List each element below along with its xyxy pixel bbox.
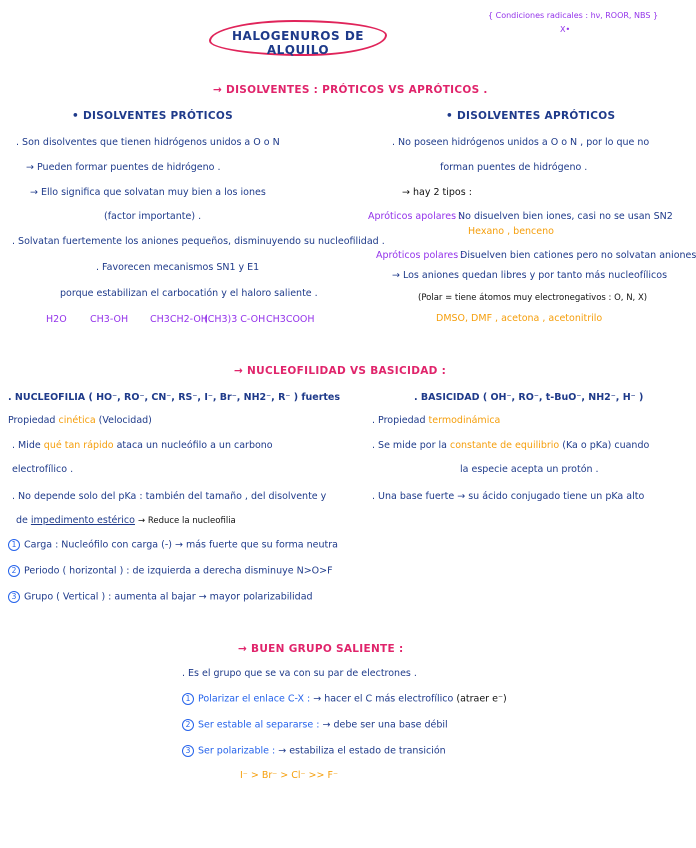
leaving-item-1-label: Polarizar el enlace C-X : bbox=[198, 693, 311, 705]
nuc-measure-highlight: qué tan rápido bbox=[43, 440, 114, 451]
leaving-item-3-label: Ser polarizable : bbox=[198, 745, 276, 757]
aprotic-polar-label: Apróticos polares : bbox=[376, 250, 465, 261]
page-title: HALOGENUROS DE ALQUILO bbox=[231, 29, 364, 57]
nuc-measure-text-2: ataca un nucleófilo a un carbono bbox=[116, 440, 273, 451]
protic-line-7: porque estabilizan el carbocatión y el haloro saliente . bbox=[60, 288, 318, 299]
aprotic-line-3: → hay 2 tipos : bbox=[402, 187, 472, 198]
nuc-property-word: cinética bbox=[58, 415, 96, 426]
nuc-measure-row bbox=[12, 440, 273, 452]
bas-property-label: . Propiedad bbox=[372, 415, 426, 426]
nuc-point-3-text: Grupo ( Vertical ) : aumenta al bajar → mayor polarizabilidad bbox=[24, 591, 313, 603]
protic-line-5: . Solvatan fuertemente los aniones pequeños, disminuyendo su nucleofilidad . bbox=[12, 236, 385, 247]
protic-example: CH3-OH bbox=[90, 314, 129, 325]
leaving-item-3-text: → estabiliza el estado de transición bbox=[278, 745, 446, 757]
section-nucleophilicity-heading: → NUCLEOFILIDAD VS BASICIDAD : bbox=[234, 365, 447, 377]
protic-line-3: → Ello significa que solvatan muy bien a los iones bbox=[30, 187, 266, 198]
nuc-point-2 bbox=[8, 565, 333, 578]
nucleophilia-heading: . NUCLEOFILIA ( HO⁻, RO⁻, CN⁻, RS⁻, I⁻, Br⁻, NH2⁻, R⁻ ) fuertes bbox=[8, 392, 341, 403]
nuc-measure-line-2: electrofílico . bbox=[12, 464, 74, 475]
aprotic-apolar-examples: Hexano , benceno bbox=[468, 226, 554, 237]
bas-strong-base-line: . Una base fuerte → su ácido conjugado tiene un pKa alto bbox=[372, 491, 645, 502]
nuc-steric-term: impedimento estérico bbox=[30, 515, 135, 526]
number-3-icon: 3 bbox=[8, 591, 20, 603]
leaving-group-order: I⁻ > Br⁻ > Cl⁻ >> F⁻ bbox=[240, 770, 338, 781]
aprotic-polar-text: Disuelven bien cationes pero no solvatan aniones bbox=[460, 250, 696, 261]
corner-note: { Condiciones radicales : hν, ROOR, NBS } bbox=[488, 11, 659, 20]
nuc-point-3 bbox=[8, 591, 313, 604]
leaving-item-1 bbox=[182, 693, 507, 706]
aprotic-polar-line-2: → Los aniones quedan libres y por tanto más nucleofílicos bbox=[392, 270, 668, 281]
nuc-depends-line: . No depende solo del pKa : también del tamaño , del disolvente y bbox=[12, 491, 327, 502]
nuc-property-paren: (Velocidad) bbox=[98, 415, 152, 426]
number-1-icon: 1 bbox=[182, 693, 194, 705]
bas-measure-highlight: constante de equilibrio bbox=[449, 440, 560, 451]
protic-heading: • DISOLVENTES PRÓTICOS bbox=[72, 110, 233, 122]
basicity-heading: . BASICIDAD ( OH⁻, RO⁻, t-BuO⁻, NH2⁻, H⁻ ) bbox=[414, 392, 644, 403]
protic-example: CH3CH2-OH bbox=[150, 314, 208, 325]
aprotic-apolar-label: Apróticos apolares : bbox=[368, 211, 463, 222]
bas-measure-line-2: la especie acepta un protón . bbox=[460, 464, 599, 475]
aprotic-line-1: . No poseen hidrógenos unidos a O o N , por lo que no bbox=[392, 137, 650, 148]
aprotic-heading: • DISOLVENTES APRÓTICOS bbox=[446, 110, 616, 122]
nuc-steric-row bbox=[16, 515, 236, 527]
protic-line-4: (factor importante) . bbox=[104, 211, 202, 222]
bas-property-row bbox=[372, 415, 500, 427]
leaving-item-1-note: (atraer e⁻) bbox=[456, 693, 507, 705]
number-3-icon: 3 bbox=[182, 745, 194, 757]
nuc-steric-note: → Reduce la nucleofilia bbox=[138, 516, 236, 526]
bas-property-word: termodinámica bbox=[428, 415, 501, 426]
protic-line-6: . Favorecen mecanismos SN1 y E1 bbox=[96, 262, 260, 273]
leaving-item-2-text: → debe ser una base débil bbox=[322, 719, 448, 731]
nuc-point-1 bbox=[8, 539, 338, 552]
aprotic-line-2: forman puentes de hidrógeno . bbox=[440, 162, 588, 173]
corner-note-x: X• bbox=[560, 25, 571, 34]
leaving-item-2 bbox=[182, 719, 448, 732]
section-leaving-group-heading: → BUEN GRUPO SALIENTE : bbox=[238, 643, 404, 655]
bas-measure-text: . Se mide por la bbox=[372, 440, 447, 451]
protic-line-2: → Pueden formar puentes de hidrógeno . bbox=[26, 162, 221, 173]
protic-example: (CH3)3 C-OH bbox=[204, 314, 266, 325]
nuc-property-label: Propiedad bbox=[8, 415, 56, 426]
number-1-icon: 1 bbox=[8, 539, 20, 551]
aprotic-polar-note: (Polar = tiene átomos muy electronegativos : O, N, X) bbox=[418, 293, 648, 303]
protic-example: CH3COOH bbox=[266, 314, 315, 325]
aprotic-polar-examples: DMSO, DMF , acetona , acetonitrilo bbox=[436, 313, 603, 324]
nuc-point-2-text: Periodo ( horizontal ) : de izquierda a derecha disminuye N>O>F bbox=[24, 565, 333, 577]
section-solvents-heading: → DISOLVENTES : PRÓTICOS VS APRÓTICOS . bbox=[213, 84, 488, 96]
leaving-item-2-label: Ser estable al separarse : bbox=[198, 719, 320, 731]
protic-example: H2O bbox=[46, 314, 67, 325]
nuc-property-row bbox=[8, 415, 152, 427]
nuc-steric-prefix: de bbox=[16, 515, 28, 526]
nuc-measure-text: . Mide bbox=[12, 440, 41, 451]
protic-line-1: . Son disolventes que tienen hidrógenos unidos a O o N bbox=[16, 137, 280, 148]
bas-measure-text-2: (Ka o pKa) cuando bbox=[562, 440, 650, 451]
leaving-item-1-text: → hacer el C más electrofílico bbox=[313, 693, 454, 705]
number-2-icon: 2 bbox=[8, 565, 20, 577]
bas-measure-row bbox=[372, 440, 649, 452]
number-2-icon: 2 bbox=[182, 719, 194, 731]
leaving-group-definition: . Es el grupo que se va con su par de electrones . bbox=[182, 668, 417, 679]
nuc-point-1-text: Carga : Nucleófilo con carga (-) → más fuerte que su forma neutra bbox=[24, 539, 338, 551]
aprotic-apolar-text: No disuelven bien iones, casi no se usan SN2 bbox=[458, 211, 673, 222]
leaving-item-3 bbox=[182, 745, 446, 758]
